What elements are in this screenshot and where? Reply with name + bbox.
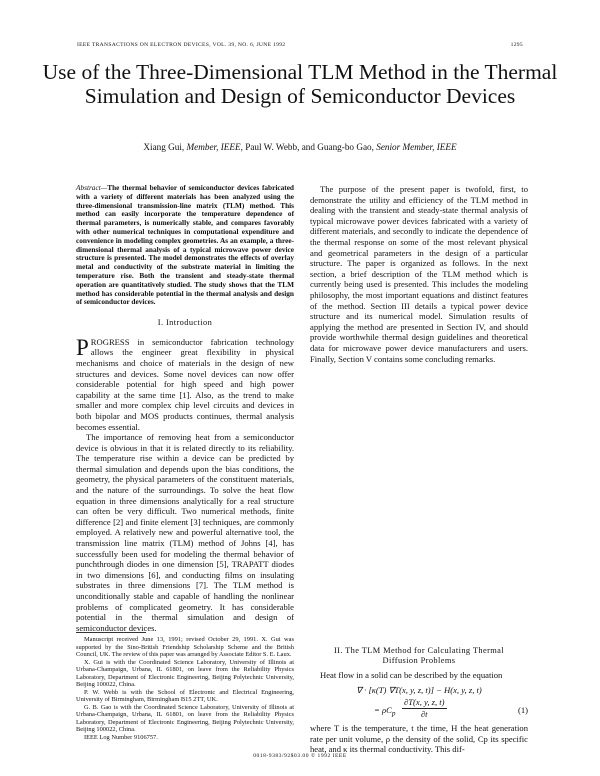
footnote-block (76, 632, 294, 741)
right-column (310, 184, 528, 364)
section-1-heading: I. Introduction (157, 318, 213, 328)
intro-paragraph-2: The importance of removing heat from a semiconductor device is obvious in that it is related directly to its reliability. The temperature rise within a device can be predicted by thermal simulation and depends upon the bias conditions, the geometry, the physical parameters of the constituent materials, and the nature of the surroundings. To solve the heat flow equation in three dimensions analytically for a real structure can often be very difficult. Two numerical methods, finite difference [2] and finite element [3] techniques, are commonly employed. A relatively new and powerful alternative tool, the transmission line matrix (TLM) method of Johns [4], has successfully been used for modeling the thermal behavior of punchthrough diodes in one dimension [5], TRAPATT diodes in two dimensions [6], and conducting films on insulating substrates in three dimensions [7]. The TLM method is unconditionally stable and capable of handling the nonlinear problems of complicated geometry. It has considerable potential in the thermal simulation and design of semiconductor devices. (76, 432, 294, 633)
author-1-degree: Member, IEEE, (186, 142, 243, 152)
equation-lhs-text: = ρC (374, 705, 392, 716)
author-2-3: Paul W. Webb, and Guang-bo Gao, (245, 142, 374, 152)
footnote-author-1: X. Gui is with the Coordinated Science Laboratory, University of Illinois at Urbana-Champaign, Urbana, IL 61801, on leave from the Reliability Physics Laboratory, Department of Electronic Engineering, Beijing Polytechnic University, Beijing 100022, China. (76, 658, 294, 688)
author-line (40, 142, 560, 152)
intro-paragraph-1-text: ROGRESS in semiconductor fabrication technology allows the engineer great flexibility in physical mechanisms and choice of materials in the design of new structures and devices. Some novel devices can now offer considerable potential for high speed and high power capability at the same time [1]. Also, as the trend to make smaller and more complex chip level circuits and devices in both bipolar and MOS products continues, thermal analysis becomes essential. (76, 336, 294, 432)
equation-lhs-sub: p (391, 709, 396, 718)
section-2-after-equation: where T is the temperature, t the time, H the heat generation rate per unit volume, ρ the density of the solid, Cp its specific heat, and κ its thermal conductivity. This dif- (310, 723, 528, 755)
section-2-heading-line-1: II. The TLM Method for Calculating Thermal (333, 646, 505, 655)
paper-title: Use of the Three-Dimensional TLM Method in the Thermal Simulation and Design of Semiconductor Devices (42, 60, 558, 108)
author-3-degree: Senior Member, IEEE (376, 142, 457, 152)
section-2-heading (310, 646, 528, 666)
equation-fraction (402, 697, 447, 719)
equation-denominator: ∂t (420, 708, 428, 719)
drop-cap: P (76, 334, 89, 360)
footnote-author-3: G. B. Gao is with the Coordinated Science Laboratory, University of Illinois at Urbana-Champaign, Urbana, IL 61801, on leave from the Reliability Physics Laboratory, Department of Electronic Engineering, Beijing Polytechnic University, Beijing 100022, China. (76, 703, 294, 733)
equation-number: (1) (517, 705, 528, 716)
intro-paragraph-1 (76, 334, 294, 432)
running-header (77, 42, 523, 52)
footnote-rule (76, 632, 146, 633)
footnotes (76, 636, 294, 741)
abstract-text: The thermal behavior of semiconductor devices fabricated with a variety of different materials has been analyzed using the three-dimensional transmission-line matrix (TLM) method. This method can easily incorporate the temperature dependence of thermal parameters, is numerically stable, and compares favorably with other numerical techniques in computational expenditure and convenience in modeling complex geometries. As an example, a three-dimensional thermal analysis of a typical microwave power device structure is presented. The model demonstrates the effects of overlay metal and conductivity of the substrate material in limiting the temperature rise. Both the transient and steady-state thermal operation are quantitatively studied. The study shows that the TLM method has considerable potential in the thermal analysis and design of semiconductor devices. (76, 183, 294, 307)
equation-numerator: ∂T(x, y, z, t) (404, 697, 445, 708)
page-number: 1295 (510, 42, 523, 48)
left-column (76, 184, 294, 633)
intro-paragraph-3: The purpose of the present paper is twofold, first, to demonstrate the utility and efficiency of the TLM method in dealing with the transient and steady-state thermal analysis of typical microwave power devices fabricated with a variety of different materials, and secondly to indicate the dependence of the thermal response on some of the most relevant physical and geometrical parameters in the design of a particular structure. The paper is organized as follows. In the next section, a brief description of the TLM method which is currently being used is presented. This includes the modeling philosophy, the most important equations and distinct features of the method. Section III details a typical power device structure and its numerical model. Simulation results of applying the method are presented in Section IV, and should provide worthwhile thermal design guidelines and theoretical data for microwave power device manufacturers and users. Finally, Section V contains some concluding remarks. (310, 184, 528, 364)
section-2 (310, 638, 528, 755)
abstract (76, 184, 294, 307)
footnote-manuscript: Manuscript received June 13, 1991; revised October 29, 1991. X. Gui was supported by the Sino-British Friendship Scholarship Scheme and the British Council, UK. The review of this paper was arranged by Associate Editor S. E. Laux. (76, 636, 294, 658)
footnote-author-2: P. W. Webb is with the School of Electronic and Electrical Engineering, University of Birmingham, Birmingham B15 2TT, UK. (76, 688, 294, 703)
section-2-intro: Heat flow in a solid can be described by the equation (320, 670, 503, 680)
equation-1-line-2 (310, 697, 528, 723)
equation-lhs (374, 705, 395, 719)
author-1: Xiang Gui, (143, 142, 185, 152)
footnote-log: IEEE Log Number 9106757. (84, 733, 158, 741)
abstract-label: Abstract— (76, 183, 108, 192)
equation-1-line-1: ∇ · [κ(T) ∇T(x, y, z, t)] − H(x, y, z, t) (356, 684, 482, 695)
section-2-heading-line-2: Diffusion Problems (382, 656, 456, 665)
journal-citation: IEEE TRANSACTIONS ON ELECTRON DEVICES, VOL. 39, NO. 6, JUNE 1992 (77, 42, 286, 48)
copyright-code: 0018-9383/92$03.00 © 1992 IEEE (253, 753, 347, 759)
